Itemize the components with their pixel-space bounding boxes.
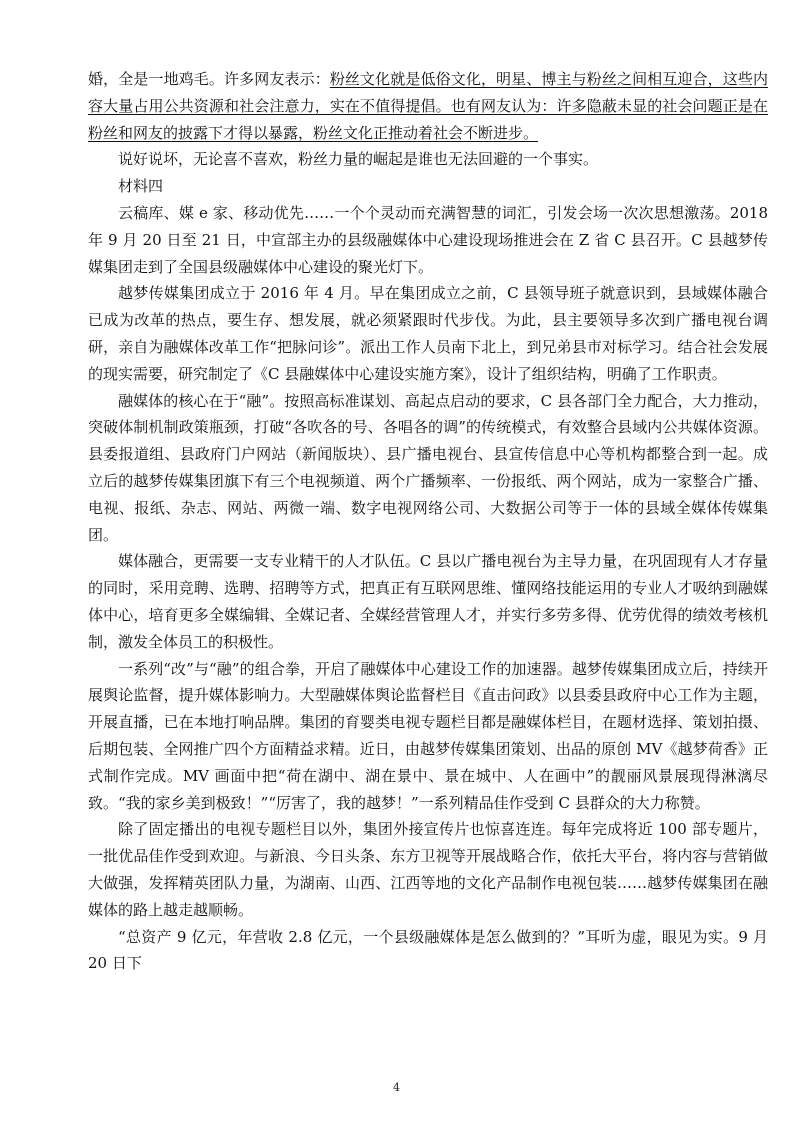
paragraph-1-underlined: 粉丝文化就是低俗文化，明星、博主与粉丝之间相互迎合，这些内容大量占用公共资源和社会注意力，实在不值得提倡。也有网友认为：许多隐蔽未显的社会问题正是在粉丝和网友的披露下才得以暴露，粉丝文化正推动着社会不断进步。 xyxy=(88,70,768,142)
paragraph-1 xyxy=(88,66,768,146)
paragraph-6: 融媒体的核心在于“融”。按照高标准谋划、高起点启动的要求，C 县各部门全力配合，大力推动，突破体制机制政策瓶颈，打破“各吹各的号、各唱各的调”的传统模式，有效整合县域内公共媒体资源。县委报道组、县政府门户网站（新闻版块）、县广播电视台、县宣传信息中心等机构都整合到一起。成立后的越梦传媒集团旗下有三个电视频道、两个广播频率、一份报纸、两个网站，成为一家整合广播、电视、报纸、杂志、网站、两微一端、数字电视网络公司、大数据公司等于一体的县域全媒体传媒集团。 xyxy=(88,391,768,544)
section-heading-material-4: 材料四 xyxy=(118,177,164,196)
paragraph-2: 说好说坏，无论喜不喜欢，粉丝力量的崛起是谁也无法回避的一个事实。 xyxy=(118,150,599,169)
document-body xyxy=(88,66,768,977)
paragraph-8: 一系列“改”与“融”的组合拳，开启了融媒体中心建设工作的加速器。越梦传媒集团成立后，持续开展舆论监督，提升媒体影响力。大型融媒体舆论监督栏目《直击问政》以县委县政府中心工作为主题，开展直播，已在本地打响品牌。集团的育婴类电视专题栏目都是融媒体栏目，在题材选择、策划拍摄、后期包装、全网推广四个方面精益求精。近日，由越梦传媒集团策划、出品的原创 MV《越梦荷香》正式制作完成。MV 画面中把“荷在湖中、湖在景中、景在城中、人在画中”的靓丽风景展现得淋漓尽致。“我的家乡美到极致！”“厉害了，我的越梦！”一系列精品佳作受到 C 县群众的大力称赞。 xyxy=(88,659,768,812)
paragraph-1-plain: 婚，全是一地鸡毛。许多网友表示： xyxy=(88,70,330,88)
page-number: 4 xyxy=(393,1081,400,1094)
paragraph-4: 云稿库、媒 e 家、移动优先……一个个灵动而充满智慧的词汇，引发会场一次次思想激荡。2018 年 9 月 20 日至 21 日，中宣部主办的县级融媒体中心建设现场推进会在 Z 省 C 县召开。C 县越梦传媒集团走到了全国县级融媒体中心建设的聚光灯下。 xyxy=(88,203,768,276)
paragraph-5: 越梦传媒集团成立于 2016 年 4 月。早在集团成立之前，C 县领导班子就意识到，县域媒体融合已成为改革的热点，要生存、想发展，就必须紧跟时代步伐。为此，县主要领导多次到广播电视台调研，亲自为融媒体改革工作“把脉问诊”。派出工作人员南下北上，到兄弟县市对标学习。结合社会发展的现实需要，研究制定了《C 县融媒体中心建设实施方案》，设计了组织结构，明确了工作职责。 xyxy=(88,284,768,383)
paragraph-9: 除了固定播出的电视专题栏目以外，集团外接宣传片也惊喜连连。每年完成将近 100 部专题片，一批优品佳作受到欢迎。与新浪、今日头条、东方卫视等开展战略合作，依托大平台，将内容与营销做大做强，发挥精英团队力量，为湖南、山西、江西等地的文化产品制作电视包装……越梦传媒集团在融媒体的路上越走越顺畅。 xyxy=(88,820,768,919)
paragraph-7: 媒体融合，更需要一支专业精干的人才队伍。C 县以广播电视台为主导力量，在巩固现有人才存量的同时，采用竞聘、选聘、招聘等方式，把真正有互联网思维、懂网络技能运用的专业人才吸纳到融媒体中心，培育更多全媒编辑、全媒记者、全媒经营管理人才，并实行多劳多得、优劳优得的绩效考核机制，激发全体员工的积极性。 xyxy=(88,552,768,651)
paragraph-10: “总资产 9 亿元，年营收 2.8 亿元，一个县级融媒体是怎么做到的？”耳听为虚，眼见为实。9 月 20 日下 xyxy=(88,927,768,973)
